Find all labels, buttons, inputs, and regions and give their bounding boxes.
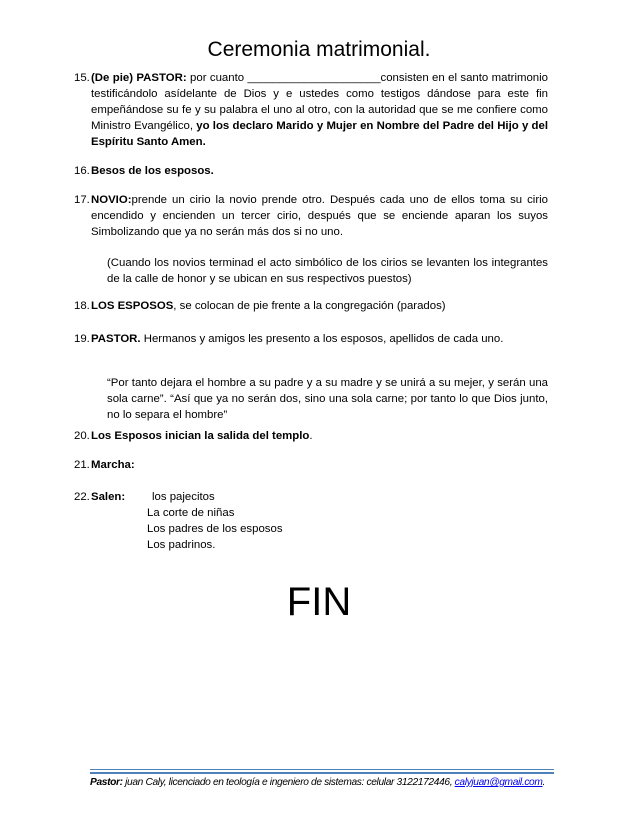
salen-line: Los padrinos. (147, 539, 216, 551)
footer-end: . (542, 777, 545, 788)
item-heading: Besos de los esposos. (91, 165, 214, 177)
footer-email-link[interactable]: calyjuan@gmail.com (454, 777, 543, 788)
item-heading: Los Esposos inician la salida del templo (91, 430, 310, 442)
page-title: Ceremonia matrimonial. (207, 38, 431, 61)
item-heading: (De pie) PASTOR: (91, 72, 187, 84)
item-19-quote: “Por tanto dejara el hombre a su padre y a su madre y se unirá a su mejer, y serán una sola carne”. “Así que ya no serán dos, sino una sola carne; por tanto lo que Dios junto, no lo separa el hombre” (107, 377, 548, 421)
footer-label: Pastor: (90, 777, 123, 788)
footer-divider (90, 769, 554, 770)
item-number: 21. (74, 459, 90, 471)
item-17-note: (Cuando los novios terminad el acto simbólico de los cirios se levanten los integrantes de la calle de honor y se ubican en sus respectivos puestos) (107, 257, 548, 285)
item-declaration: yo los declaro Marido y Mujer en Nombre del Padre del Hijo y del Espíritu Santo Amen. (91, 120, 549, 148)
item-15 (74, 70, 549, 150)
item-16 (74, 163, 548, 179)
fin-text: FIN (286, 580, 352, 624)
salen-line: Los padres de los esposos (147, 523, 283, 535)
footer-text: juan Caly, licenciado en teología e ingeniero de sistemas: celular 3122172446, (122, 777, 455, 788)
item-number: 18. (74, 300, 90, 312)
footer-divider (90, 772, 554, 774)
item-21 (74, 457, 548, 473)
footer (90, 777, 560, 788)
item-number: 15. (74, 72, 90, 84)
item-heading: NOVIO: (91, 194, 132, 206)
item-number: 17. (74, 194, 90, 206)
item-heading: PASTOR. (91, 333, 141, 345)
item-number: 19. (74, 333, 90, 345)
item-text: prende un cirio la novio prende otro. Después cada uno de ellos toma su cirio encendido y encienden un tercer cirio, después que se enciende aparan los suyos Simbolizando que ya no serán más dos si no uno. (91, 194, 548, 238)
item-heading: LOS ESPOSOS (91, 300, 174, 312)
item-number: 16. (74, 165, 90, 177)
item-text: por cuanto _____________________consisten en el santo matrimonio testificándolo asídelante de Dios y e ustedes como testigos dándose para este fin empeñándose su fe y su palabra el uno al otro, con la autoridad que se me confiere como Ministro Evangélico, (91, 72, 548, 132)
item-text: Hermanos y amigos les presento a los esposos, apellidos de cada uno. (140, 333, 504, 345)
salen-line: La corte de niñas (147, 507, 235, 519)
item-20 (74, 428, 548, 444)
item-text: , se colocan de pie frente a la congregación (parados) (173, 300, 446, 312)
item-18 (74, 298, 548, 314)
item-number: 20. (74, 430, 90, 442)
item-text: . (309, 430, 313, 442)
item-19 (74, 331, 548, 347)
item-heading: Marcha: (91, 459, 135, 471)
item-17 (74, 192, 548, 240)
item-heading: Salen: (91, 491, 126, 503)
salen-line: los pajecitos (152, 491, 215, 503)
item-number: 22. (74, 491, 90, 503)
